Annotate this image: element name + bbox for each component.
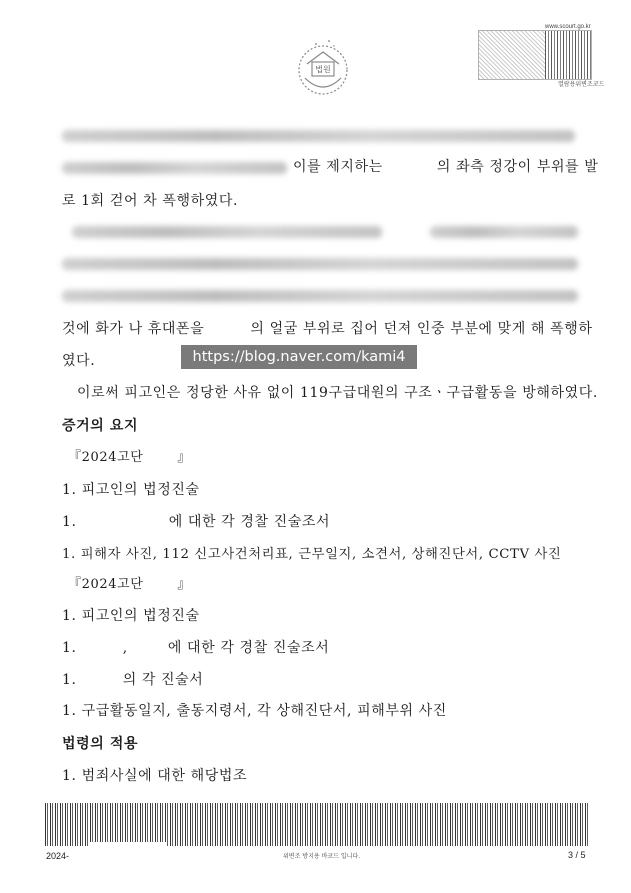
footer-barcode [45,803,590,846]
court-url: www.scourt.go.kr [545,24,591,30]
court-seal-icon [293,38,353,98]
evidence-item [62,669,203,689]
case-number-footer: 2024- [46,851,70,861]
redacted-line [62,290,578,302]
item-sep: , [122,640,128,656]
redacted-line [72,226,382,238]
body-line [293,156,598,176]
body-line: 였다. [62,353,96,369]
case-label: 『2024고단 [68,450,144,465]
footer-redaction [88,842,166,854]
item-num: 1. [62,514,77,530]
body-line [62,318,592,338]
body-text: 의 좌측 정강이 부위를 발 [436,159,599,175]
evidence-item: 1. 피고인의 법정진술 [62,482,200,498]
item-text: 에 대한 각 경찰 진술조서 [168,514,331,530]
barcode-notice: 위변조 방지용 바코드 입니다. [283,853,361,860]
case-end: 』 [177,450,192,465]
case-number [68,446,191,465]
anti-forgery-barcode [478,30,592,80]
item-num: 1. [62,640,77,656]
item-text: 에 대한 각 경찰 진술조서 [167,640,330,656]
item-num: 1. [62,672,77,688]
item-text: 의 각 진술서 [122,672,204,688]
body-text: 이를 제지하는 [293,159,383,175]
law-item: 1. 범죄사실에 대한 해당법조 [62,768,248,784]
redacted-line [430,226,578,238]
case-label: 『2024고단 [68,577,144,592]
evidence-item [62,511,330,531]
evidence-item [62,637,329,657]
blog-watermark[interactable]: https://blog.naver.com/kami4 [181,345,417,369]
body-text: 의 얼굴 부위로 집어 던져 인중 부분에 맞게 해 폭행하 [250,321,593,337]
body-text: 것에 화가 나 휴대폰을 [62,321,205,337]
evidence-heading: 증거의 요지 [62,418,139,434]
page-number: 3 / 5 [568,850,586,860]
seal-label: 법원 [315,65,331,74]
law-heading: 법령의 적용 [62,736,139,752]
redacted-line [62,258,578,270]
redacted-line [62,162,287,174]
case-end: 』 [177,577,192,592]
body-line: 이로써 피고인은 정당한 사유 없이 119구급대원의 구조ㆍ구급활동을 방해하였다. [77,385,598,401]
case-number [68,573,191,592]
redacted-line [62,130,575,142]
barcode-caption: 열람용위변조코드 [558,82,605,88]
evidence-item: 1. 구급활동일지, 출동지령서, 각 상해진단서, 피해부위 사진 [62,703,447,719]
evidence-item: 1. 피고인의 법정진술 [62,608,200,624]
body-line: 로 1회 걷어 차 폭행하였다. [62,193,238,209]
evidence-item: 1. 피해자 사진, 112 신고사건처리표, 근무일지, 소견서, 상해진단서, CCTV 사진 [62,547,562,562]
